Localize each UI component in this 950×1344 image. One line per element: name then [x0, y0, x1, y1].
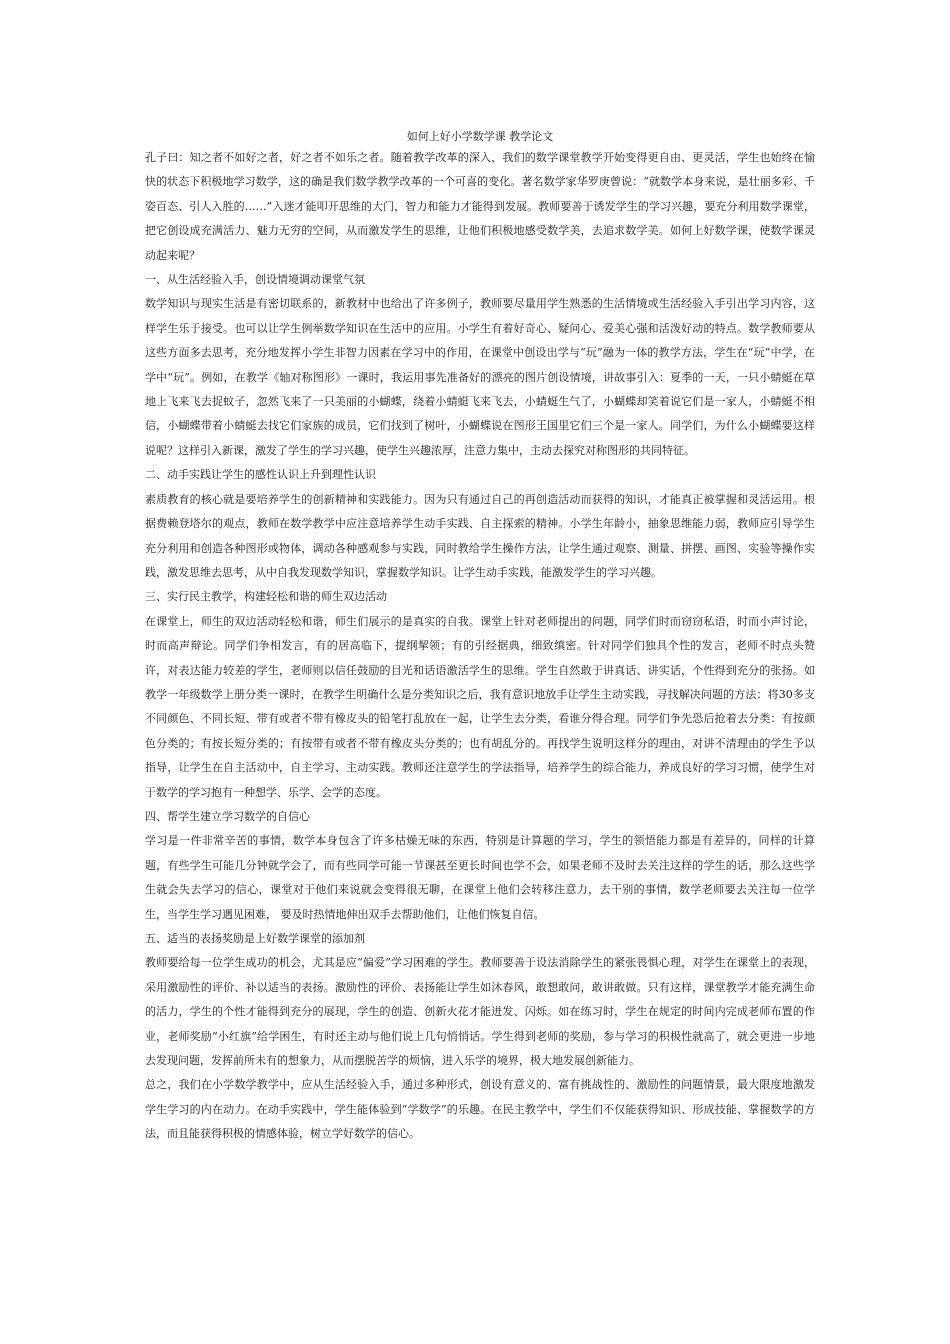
document-title: 如何上好小学数学课 教学论文: [406, 130, 554, 143]
section-paragraph-5: 教师要给每一位学生成功的机会，尤其是应“偏爱”学习困难的学生。教师要善于设法消除学生的紧张畏惧心理，对学生在课堂上的表现，采用激励性的评价、补以适当的表扬。激励性的评价、表扬能让学生如沐春风，敢想敢问，敢讲敢做。只有这样，课堂教学才能充满生命的活力，学生的个性才能得到充分的展现，学生的创造、创新火花才能迸发、闪烁。如在练习时，学生在规定的时间内完成老师布置的作业，老师奖励“小红旗”给学困生，有时还主动与他们说上几句悄悄话。学生得到老师的奖励，参与学习的积极性就高了，就会更进一步地去发现问题，发挥前所未有的想象力，从而摆脱苦学的烦恼，进入乐学的境界，极大地发展创新能力。: [145, 956, 815, 1068]
section-heading-4: 四、帮学生建立学习数学的自信心: [145, 809, 310, 823]
section-paragraph-2: 素质教育的核心就是要培养学生的创新精神和实践能力。因为只有通过自己的再创造活动而获得的知识，才能真正被掌握和灵活运用。根据费赖登塔尔的观点，教师在数学教学中应注意培养学生动手实践、自主探索的精神。小学生年龄小，抽象思维能力弱，教师应引导学生充分利用和创造各种图形或物体，调动各种感观参与实践，同时教给学生操作方法，让学生通过观察、测量、拼摆、画图、实验等操作实践，激发思维去思考，从中自我发现数学知识，掌握数学知识。让学生动手实践，能激发学生的学习兴趣。: [145, 492, 815, 579]
section-paragraph-1: 数学知识与现实生活是有密切联系的，新教材中也给出了许多例子，教师要尽量用学生熟悉的生活情境或生活经验入手引出学习内容，这样学生乐于接受。也可以让学生例举数学知识在生活中的应用。小学生有着好奇心、疑问心、爱美心强和活泼好动的特点。数学教师要从这些方面多去思考，充分地发挥小学生非智力因素在学习中的作用，在课堂中创设出学与“玩”融为一体的教学方法，学生在“玩”中学，在学中“玩”。例如，在教学《轴对称图形》一课时，我运用事先准备好的漂亮的图片创设情境，讲故事引入：夏季的一天，一只小蜻蜓在草地上飞来飞去捉蚊子，忽然飞来了一只美丽的小蝴蝶，绕着小蜻蜓飞来飞去，小蜻蜓生气了，小蝴蝶却笑着说它们是一家人，小蜻蜓不相信，小蝴蝶带着小蜻蜓去找它们家族的成员，它们找到了树叶，小蝴蝶说在图形王国里它们三个是一家人。同学们，为什么小蝴蝶要这样说呢？这样引入新课，激发了学生的学习兴趣，使学生兴趣浓厚，注意力集中，主动去探究对称图形的共同特征。: [145, 297, 815, 457]
section-heading-5: 五、适当的表扬奖励是上好数学课堂的添加剂: [145, 932, 365, 945]
document-page: [145, 128, 815, 1147]
section-heading-2: 二、动手实践让学生的感性认识上升到理性认识: [145, 468, 376, 482]
section-paragraph-4: 学习是一件非常辛苦的事情，数学本身包含了许多枯燥无味的东西，特别是计算题的学习，学生的领悟能力都是有差异的，同样的计算题，有些学生可能几分钟就学会了，而有些同学可能一节课甚至更长时间也学不会，如果老师不及时去关注这样的学生的话，那么这些学生就会失去学习的信心，课堂对于他们来说就会变得很无聊，在课堂上他们会转移注意力，去干别的事情，数学老师要去关注每一位学生，当学生学习遇见困难， 要及时热情地伸出双手去帮助他们，让他们恢复自信。: [145, 834, 815, 921]
section-heading-1: 一、从生活经验入手，创设情境调动课堂气氛: [145, 273, 365, 287]
intro-paragraph: 孔子曰：知之者不如好之者，好之者不如乐之者。随着教学改革的深入，我们的数学课堂教学开始变得更自由、更灵活，学生也始终在愉快的状态下积极地学习数学，这的确是我们数学教学改革的一个可喜的变化。著名数学家华罗庚曾说：“就数学本身来说，是壮丽多彩、千姿百态、引人入胜的……”入迷才能叩开思维的大门，智力和能力才能得到发展。教师要善于诱发学生的学习兴趣，要充分利用数学课堂，把它创设成充满活力、魅力无穷的空间，从而激发学生的思维，让他们积极地感受数学美，去追求数学美。如何上好数学课，使数学课灵动起来呢？: [145, 151, 815, 262]
section-heading-3: 三、实行民主教学，构建轻松和谐的师生双边活动: [145, 590, 387, 604]
section-paragraph-3: 在课堂上，师生的双边活动轻松和谐，师生们展示的是真实的自我。课堂上针对老师提出的问题，同学们时而窃窃私语，时而小声讨论，时而高声辩论。同学们争相发言，有的居高临下，提纲挈领；有的引经据典，细致缜密。针对同学们独具个性的发言，老师不时点头赞许，对表达能力较差的学生，老师则以信任鼓励的目光和话语激活学生的思维。学生自然敢于讲真话、讲实话，个性得到充分的张扬。如教学一年级数学上册分类一课时，在教学生明确什么是分类知识之后，我有意识地放手让学生主动实践，寻找解决问题的方法：将30多支不同颜色、不同长短、带有或者不带有橡皮头的铅笔打乱放在一起，让学生去分类，看谁分得合理。同学们争先恐后抢着去分类：有按颜色分类的；有按长短分类的；有按带有或者不带有橡皮头分类的；也有胡乱分的。再找学生说明这样分的理由，对讲不清理由的学生予以指导，让学生在自主活动中，自主学习、主动实践。教师还注意学生的学法指导，培养学生的综合能力，养成良好的学习习惯，使学生对于数学的学习抱有一种想学、乐学、会学的态度。: [145, 614, 815, 799]
conclusion-paragraph: 总之，我们在小学数学教学中，应从生活经验入手，通过多种形式，创设有意义的、富有挑战性的、激励性的问题情景，最大限度地激发学生学习的内在动力。在动手实践中，学生能体验到“学数学”的乐趣。在民主教学中，学生们不仅能获得知识、形成技能、掌握数学的方法，而且能获得积极的情感体验，树立学好数学的信心。: [145, 1078, 815, 1141]
